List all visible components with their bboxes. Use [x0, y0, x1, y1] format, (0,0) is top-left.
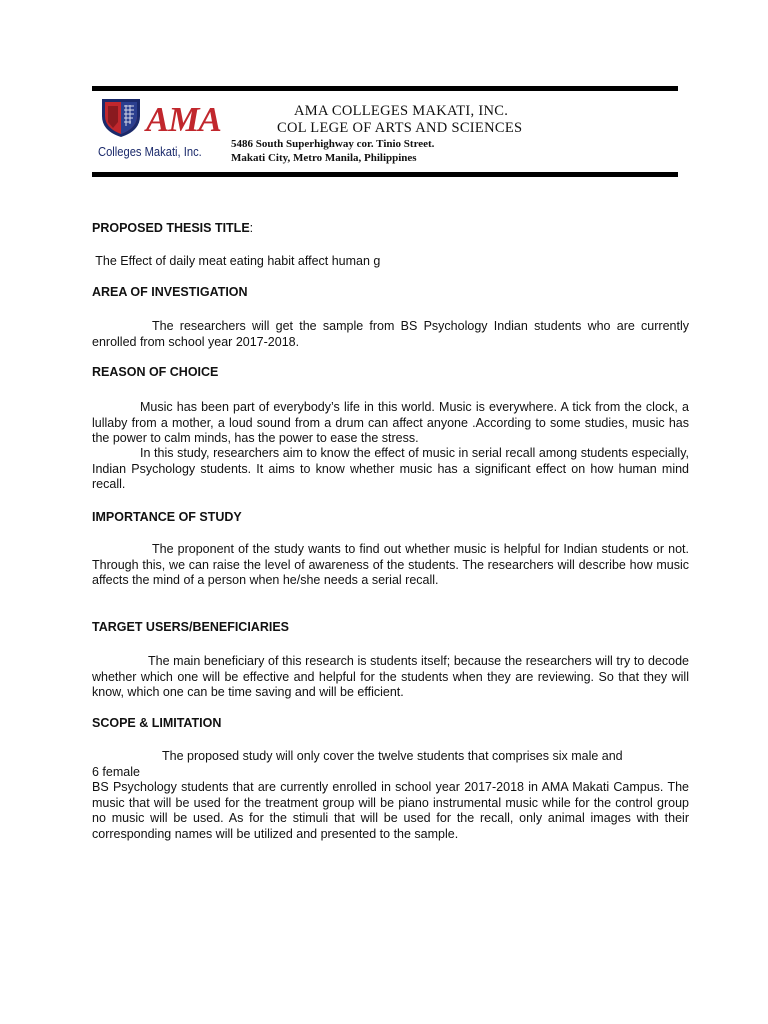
reason-paragraph-2: In this study, researchers aim to know the effect of music in serial recall among students especially, Indian Psychology students. It aims to know whether music has a significant effect on how human mind recall.: [92, 446, 689, 492]
area-paragraph: The researchers will get the sample from BS Psychology Indian students who are currently enrolled from school year 2017-2018.: [92, 319, 689, 349]
scope-line-1: The proposed study will only cover the twelve students that comprises six male and: [162, 749, 623, 763]
area-heading: AREA OF INVESTIGATION: [92, 285, 248, 299]
thesis-title-heading-colon: :: [249, 221, 254, 235]
thesis-title-heading-text: PROPOSED THESIS TITLE: [92, 221, 250, 235]
header-bottom-rule: [92, 172, 678, 177]
institution-name: AMA COLLEGES MAKATI, INC.: [294, 103, 509, 119]
target-paragraph: The main beneficiary of this research is students itself; because the researchers will try to decode whether which one will be effective and helpful for the students when they are reviewing. So that they will know, which one can be time saving and will be efficient.: [92, 654, 689, 700]
address-line-1: 5486 South Superhighway cor. Tinio Street.: [231, 138, 435, 150]
address-line-2: Makati City, Metro Manila, Philippines: [231, 152, 417, 164]
reason-heading: REASON OF CHOICE: [92, 365, 219, 379]
thesis-title-heading: [92, 221, 253, 235]
logo-subtitle: Colleges Makati, Inc.: [98, 144, 202, 159]
college-crest-icon: [100, 96, 142, 138]
scope-line-2: 6 female: [92, 765, 140, 779]
logo-wordmark: AMA: [146, 100, 221, 139]
thesis-title-text: The Effect of daily meat eating habit affect human g: [92, 254, 381, 268]
college-name: COL LEGE OF ARTS AND SCIENCES: [277, 120, 523, 136]
header-top-rule: [92, 86, 678, 91]
target-heading: TARGET USERS/BENEFICIARIES: [92, 620, 290, 634]
reason-paragraph-1: Music has been part of everybody’s life in this world. Music is everywhere. A tick from the clock, a lullaby from a mother, a loud sound from a drum can affect anyone .According to some studies, music has the power to calm minds, has the power to ease the stress.: [92, 400, 689, 446]
importance-heading: IMPORTANCE OF STUDY: [92, 510, 242, 524]
college-logo: [98, 96, 228, 164]
importance-paragraph: The proponent of the study wants to find out whether music is helpful for Indian students or not. Through this, we can raise the level of awareness of the students. The researchers will describe how music affects the mind of a person when he/she needs a serial recall.: [92, 542, 689, 588]
scope-heading: SCOPE & LIMITATION: [92, 716, 222, 730]
scope-paragraph: BS Psychology students that are currently enrolled in school year 2017-2018 in AMA Makati Campus. The music that will be used for the treatment group will be piano instrumental music while for the control group no music will be used. As for the stimuli that will be used for the recall, only animal images with their corresponding names will be utilized and presented to the sample.: [92, 780, 689, 841]
